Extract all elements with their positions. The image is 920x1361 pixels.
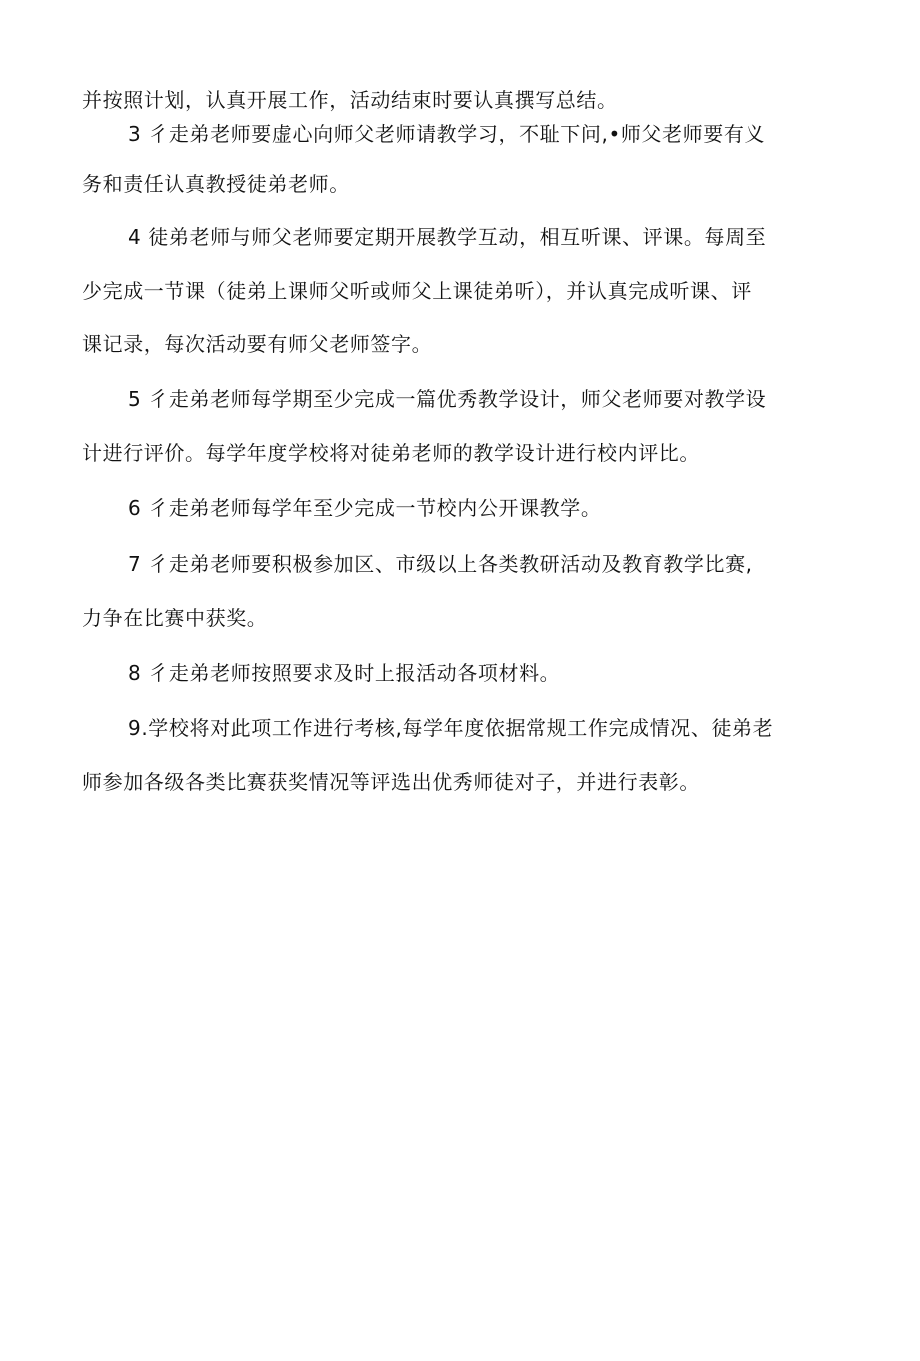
text-line: 8 彳走弟老师按照要求及时上报活动各项材料。: [128, 661, 561, 685]
text-line: 并按照计划，认真开展工作，活动结束时要认真撰写总结。: [82, 88, 618, 112]
text-line: 6 彳走弟老师每学年至少完成一节校内公开课教学。: [128, 496, 602, 520]
text-line: 课记录，每次活动要有师父老师签字。: [82, 332, 433, 356]
text-line: 3 彳走弟老师要虚心向师父老师请教学习，不耻下问,•师父老师要有义: [128, 122, 766, 146]
text-line: 计进行评价。每学年度学校将对徒弟老师的教学设计进行校内评比。: [82, 441, 700, 465]
text-line: 少完成一节课（徒弟上课师父听或师父上课徒弟听），并认真完成听课、评: [82, 279, 752, 303]
text-line: 力争在比赛中获奖。: [82, 606, 268, 630]
text-line: 务和责任认真教授徒弟老师。: [82, 172, 350, 196]
text-line: 5 彳走弟老师每学期至少完成一篇优秀教学设计，师父老师要对教学设: [128, 387, 767, 411]
text-line: 9.学校将对此项工作进行考核,每学年度依据常规工作完成情况、徒弟老: [128, 716, 774, 740]
text-line: 7 彳走弟老师要积极参加区、市级以上各类教研活动及教育教学比赛,: [128, 552, 753, 576]
text-line: 师参加各级各类比赛获奖情况等评选出优秀师徒对子，并进行表彰。: [82, 770, 700, 794]
text-line: 4 徒弟老师与师父老师要定期开展教学互动，相互听课、评课。每周至: [128, 225, 767, 249]
